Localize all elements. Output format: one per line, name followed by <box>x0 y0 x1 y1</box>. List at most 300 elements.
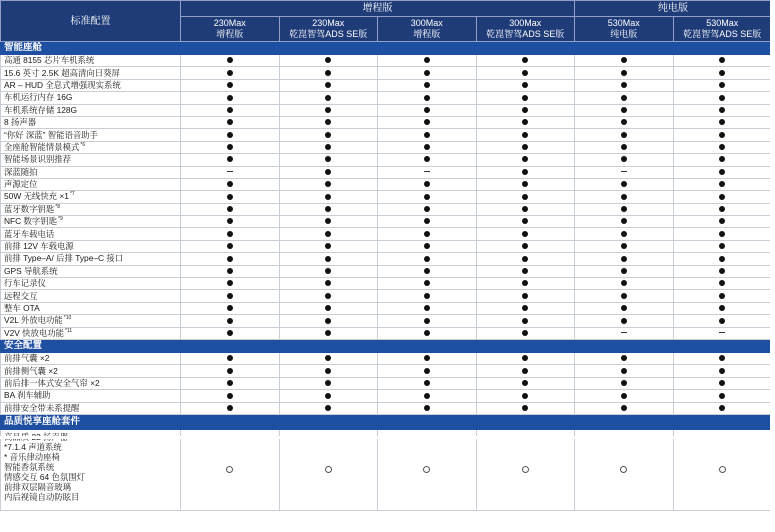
availability-cell <box>575 191 674 203</box>
availability-cell <box>181 129 280 141</box>
section-title: 智能座舱 <box>1 42 772 55</box>
standard-dot-icon <box>522 318 528 324</box>
availability-cell <box>673 290 772 302</box>
availability-cell <box>575 67 674 79</box>
package-title: 品质悦享座舱套件 <box>1 414 772 429</box>
model-name: 300Max <box>410 18 443 28</box>
availability-cell <box>476 216 575 228</box>
availability-cell <box>181 278 280 290</box>
standard-dot-icon <box>522 280 528 286</box>
standard-dot-icon <box>424 318 430 324</box>
standard-dot-icon <box>325 70 331 76</box>
standard-dot-icon <box>719 218 725 224</box>
availability-cell <box>378 178 477 190</box>
standard-dot-icon <box>522 156 528 162</box>
not-available-dash-icon <box>621 171 627 172</box>
standard-dot-icon <box>227 393 233 399</box>
table-row <box>1 154 772 166</box>
availability-cell <box>181 365 280 377</box>
standard-dot-icon <box>522 256 528 262</box>
standard-dot-icon <box>719 95 725 101</box>
feature-label: 前后排一体式安全气帘 ×2 <box>4 377 100 388</box>
availability-cell <box>378 166 477 178</box>
availability-cell <box>279 352 378 364</box>
standard-dot-icon <box>227 119 233 125</box>
availability-cell <box>476 191 575 203</box>
feature-label: 全座舱智能情景模式 <box>4 141 80 152</box>
feature-label: 车机运行内存 16G <box>4 92 73 103</box>
standard-dot-icon <box>621 243 627 249</box>
availability-cell <box>279 55 378 67</box>
standard-dot-icon <box>621 70 627 76</box>
group-header-erev: 增程版 <box>181 1 575 17</box>
standard-dot-icon <box>424 293 430 299</box>
standard-dot-icon <box>621 156 627 162</box>
availability-cell <box>673 203 772 215</box>
availability-cell <box>673 67 772 79</box>
availability-cell <box>476 302 575 314</box>
standard-dot-icon <box>719 405 725 411</box>
availability-cell <box>378 141 477 153</box>
availability-cell <box>673 253 772 265</box>
table-row <box>1 141 772 153</box>
availability-cell <box>575 154 674 166</box>
availability-cell <box>673 116 772 128</box>
standard-dot-icon <box>227 132 233 138</box>
feature-label-cell <box>1 327 181 339</box>
standard-dot-icon <box>522 231 528 237</box>
feature-label: 智能场景识别推荐 <box>4 154 71 165</box>
optional-circle-icon <box>522 466 529 473</box>
model-variant: 乾崑智驾ADS SE版 <box>486 29 565 39</box>
availability-cell <box>476 116 575 128</box>
availability-cell <box>575 278 674 290</box>
standard-dot-icon <box>424 156 430 162</box>
standard-dot-icon <box>227 144 233 150</box>
not-available-dash-icon <box>424 171 430 172</box>
standard-dot-icon <box>719 280 725 286</box>
availability-cell <box>279 377 378 389</box>
availability-cell <box>279 240 378 252</box>
standard-dot-icon <box>522 107 528 113</box>
availability-cell <box>673 390 772 402</box>
availability-cell <box>575 265 674 277</box>
availability-cell <box>673 315 772 327</box>
feature-label: 前排气囊 ×2 <box>4 353 50 364</box>
standard-dot-icon <box>227 95 233 101</box>
availability-cell <box>378 402 477 414</box>
table-row <box>1 104 772 116</box>
feature-label-cell <box>1 228 181 240</box>
availability-cell <box>476 365 575 377</box>
feature-label: 高通 8155 芯片车机系统 <box>4 55 95 66</box>
standard-dot-icon <box>719 256 725 262</box>
model-header <box>378 17 477 42</box>
feature-label: GPS 导航系统 <box>4 265 58 276</box>
standard-dot-icon <box>325 194 331 200</box>
table-row <box>1 240 772 252</box>
standard-dot-icon <box>621 218 627 224</box>
optional-circle-icon <box>226 466 233 473</box>
standard-dot-icon <box>719 181 725 187</box>
availability-cell <box>378 104 477 116</box>
standard-dot-icon <box>719 393 725 399</box>
availability-cell <box>378 191 477 203</box>
availability-cell <box>476 79 575 91</box>
availability-cell <box>378 315 477 327</box>
availability-cell <box>575 429 674 510</box>
availability-cell <box>378 365 477 377</box>
availability-cell <box>476 166 575 178</box>
feature-label-cell <box>1 290 181 302</box>
footnote-ref: *6 <box>80 141 86 148</box>
standard-dot-icon <box>227 305 233 311</box>
feature-label-cell <box>1 352 181 364</box>
table-row <box>1 402 772 414</box>
availability-cell <box>476 429 575 510</box>
availability-cell <box>575 55 674 67</box>
availability-cell <box>476 178 575 190</box>
package-item: 内后视镜自动防眩目 <box>4 491 80 502</box>
feature-label-cell <box>1 265 181 277</box>
standard-dot-icon <box>719 119 725 125</box>
feature-label-cell <box>1 203 181 215</box>
standard-dot-icon <box>227 380 233 386</box>
availability-cell <box>279 327 378 339</box>
standard-dot-icon <box>621 206 627 212</box>
availability-cell <box>378 216 477 228</box>
availability-cell <box>279 141 378 153</box>
availability-cell <box>575 352 674 364</box>
availability-cell <box>279 104 378 116</box>
table-row <box>1 302 772 314</box>
table-row <box>1 290 772 302</box>
availability-cell <box>181 203 280 215</box>
standard-dot-icon <box>522 218 528 224</box>
standard-dot-icon <box>424 70 430 76</box>
availability-cell <box>476 278 575 290</box>
standard-dot-icon <box>719 243 725 249</box>
table-row <box>1 191 772 203</box>
availability-cell <box>575 240 674 252</box>
model-header <box>476 17 575 42</box>
feature-label: 行车记录仪 <box>4 278 46 289</box>
availability-cell <box>378 240 477 252</box>
section-title: 安全配置 <box>1 339 772 352</box>
availability-cell <box>181 429 280 510</box>
standard-dot-icon <box>522 206 528 212</box>
standard-dot-icon <box>227 70 233 76</box>
model-name: 230Max <box>213 18 246 28</box>
feature-label-cell <box>1 253 181 265</box>
standard-dot-icon <box>325 82 331 88</box>
availability-cell <box>181 253 280 265</box>
standard-dot-icon <box>325 243 331 249</box>
availability-cell <box>476 377 575 389</box>
standard-dot-icon <box>621 119 627 125</box>
standard-dot-icon <box>719 169 725 175</box>
model-name: 300Max <box>509 18 542 28</box>
standard-dot-icon <box>719 82 725 88</box>
standard-dot-icon <box>424 218 430 224</box>
feature-label: NFC 数字钥匙 <box>4 216 58 227</box>
standard-dot-icon <box>522 330 528 336</box>
standard-dot-icon <box>522 355 528 361</box>
standard-dot-icon <box>227 268 233 274</box>
standard-dot-icon <box>227 107 233 113</box>
feature-label-cell <box>1 129 181 141</box>
availability-cell <box>378 154 477 166</box>
model-variant: 增程版 <box>413 29 441 39</box>
feature-label: “你好 深蓝” 智能语音助手 <box>4 129 98 140</box>
page-edge <box>770 0 775 532</box>
feature-label: 蓝牙车载电话 <box>4 228 55 239</box>
availability-cell <box>575 253 674 265</box>
standard-dot-icon <box>719 194 725 200</box>
standard-dot-icon <box>719 107 725 113</box>
availability-cell <box>575 104 674 116</box>
feature-label: 15.6 英寸 2.5K 超高清向日葵屏 <box>4 67 120 78</box>
availability-cell <box>279 278 378 290</box>
availability-cell <box>378 203 477 215</box>
availability-cell <box>476 228 575 240</box>
availability-cell <box>181 265 280 277</box>
standard-dot-icon <box>325 144 331 150</box>
standard-config-header: 标准配置 <box>1 1 181 42</box>
availability-cell <box>673 228 772 240</box>
standard-dot-icon <box>325 107 331 113</box>
standard-dot-icon <box>719 293 725 299</box>
feature-label: 8 扬声器 <box>4 117 37 128</box>
availability-cell <box>181 92 280 104</box>
availability-cell <box>476 55 575 67</box>
standard-dot-icon <box>227 206 233 212</box>
standard-dot-icon <box>424 231 430 237</box>
availability-cell <box>575 390 674 402</box>
availability-cell <box>575 228 674 240</box>
standard-dot-icon <box>424 305 430 311</box>
feature-label-cell <box>1 79 181 91</box>
feature-label-cell <box>1 377 181 389</box>
feature-label-cell <box>1 104 181 116</box>
feature-label-cell <box>1 390 181 402</box>
availability-cell <box>181 178 280 190</box>
standard-dot-icon <box>621 305 627 311</box>
standard-dot-icon <box>325 368 331 374</box>
table-row <box>1 228 772 240</box>
availability-cell <box>575 216 674 228</box>
table-row <box>1 278 772 290</box>
availability-cell <box>181 377 280 389</box>
standard-dot-icon <box>522 132 528 138</box>
availability-cell <box>279 116 378 128</box>
standard-dot-icon <box>522 70 528 76</box>
model-name: 530Max <box>706 18 739 28</box>
table-row <box>1 365 772 377</box>
availability-cell <box>378 429 477 510</box>
standard-dot-icon <box>325 330 331 336</box>
availability-cell <box>181 104 280 116</box>
availability-cell <box>279 290 378 302</box>
model-variant: 乾崑智驾ADS SE版 <box>683 29 762 39</box>
standard-dot-icon <box>325 293 331 299</box>
feature-label: 整车 OTA <box>4 303 40 313</box>
availability-cell <box>279 228 378 240</box>
feature-label: 车机系统存储 128G <box>4 104 78 115</box>
standard-dot-icon <box>621 368 627 374</box>
availability-cell <box>673 240 772 252</box>
feature-label-cell <box>1 55 181 67</box>
availability-cell <box>378 278 477 290</box>
not-available-dash-icon <box>227 171 233 172</box>
availability-cell <box>279 178 378 190</box>
table-row <box>1 166 772 178</box>
standard-dot-icon <box>424 95 430 101</box>
feature-label: AR – HUD 全息式增强现实系统 <box>4 79 121 90</box>
availability-cell <box>476 203 575 215</box>
availability-cell <box>279 365 378 377</box>
standard-dot-icon <box>621 132 627 138</box>
standard-dot-icon <box>325 218 331 224</box>
feature-label: 50W 无线快充 ×1 <box>4 191 69 202</box>
feature-label: 远程交互 <box>4 290 38 301</box>
availability-cell <box>673 141 772 153</box>
footnote-ref: *10 <box>63 315 72 322</box>
availability-cell <box>181 228 280 240</box>
standard-dot-icon <box>522 368 528 374</box>
standard-dot-icon <box>621 293 627 299</box>
standard-dot-icon <box>424 107 430 113</box>
footnote-ref: *7 <box>69 191 75 198</box>
standard-dot-icon <box>424 368 430 374</box>
availability-cell <box>673 154 772 166</box>
availability-cell <box>673 216 772 228</box>
standard-dot-icon <box>424 144 430 150</box>
model-name: 530Max <box>607 18 640 28</box>
availability-cell <box>378 352 477 364</box>
availability-cell <box>575 365 674 377</box>
availability-cell <box>476 141 575 153</box>
standard-dot-icon <box>227 368 233 374</box>
standard-dot-icon <box>424 119 430 125</box>
availability-cell <box>378 55 477 67</box>
feature-label: 前排 12V 车载电源 <box>4 241 74 252</box>
model-variant: 乾崑智驾ADS SE版 <box>289 29 368 39</box>
availability-cell <box>378 327 477 339</box>
standard-dot-icon <box>522 144 528 150</box>
standard-dot-icon <box>227 57 233 63</box>
standard-dot-icon <box>227 330 233 336</box>
availability-cell <box>181 402 280 414</box>
availability-cell <box>181 154 280 166</box>
availability-cell <box>673 365 772 377</box>
standard-dot-icon <box>325 380 331 386</box>
feature-label-cell <box>1 302 181 314</box>
section-gap <box>0 436 775 439</box>
standard-dot-icon <box>227 194 233 200</box>
standard-dot-icon <box>325 355 331 361</box>
availability-cell <box>673 278 772 290</box>
standard-dot-icon <box>325 405 331 411</box>
feature-label: 前排 Type–A/ 后排 Type–C 接口 <box>4 253 124 264</box>
model-header <box>575 17 674 42</box>
standard-dot-icon <box>325 95 331 101</box>
standard-dot-icon <box>325 231 331 237</box>
availability-cell <box>673 92 772 104</box>
standard-dot-icon <box>621 318 627 324</box>
availability-cell <box>476 67 575 79</box>
standard-dot-icon <box>621 144 627 150</box>
table-row <box>1 67 772 79</box>
availability-cell <box>378 129 477 141</box>
availability-cell <box>575 290 674 302</box>
feature-label-cell <box>1 216 181 228</box>
availability-cell <box>378 79 477 91</box>
section-header <box>1 339 772 352</box>
footnote-ref: *8 <box>55 203 60 210</box>
feature-label: 前排侧气囊 ×2 <box>4 365 58 376</box>
standard-dot-icon <box>522 268 528 274</box>
availability-cell <box>673 178 772 190</box>
standard-dot-icon <box>325 169 331 175</box>
feature-label-cell <box>1 154 181 166</box>
standard-dot-icon <box>424 132 430 138</box>
not-available-dash-icon <box>621 332 627 333</box>
section-header <box>1 414 772 429</box>
table-row <box>1 129 772 141</box>
standard-dot-icon <box>227 156 233 162</box>
standard-dot-icon <box>621 181 627 187</box>
availability-cell <box>279 191 378 203</box>
availability-cell <box>279 302 378 314</box>
feature-label: BA 刹车辅助 <box>4 390 51 401</box>
standard-dot-icon <box>719 144 725 150</box>
standard-dot-icon <box>621 393 627 399</box>
availability-cell <box>575 178 674 190</box>
optional-circle-icon <box>423 466 430 473</box>
feature-label: 蓝牙数字钥匙 <box>4 203 55 214</box>
availability-cell <box>279 166 378 178</box>
availability-cell <box>279 79 378 91</box>
availability-cell <box>181 302 280 314</box>
availability-cell <box>673 104 772 116</box>
standard-dot-icon <box>227 318 233 324</box>
availability-cell <box>673 302 772 314</box>
standard-dot-icon <box>424 57 430 63</box>
availability-cell <box>181 327 280 339</box>
standard-dot-icon <box>227 243 233 249</box>
availability-cell <box>673 191 772 203</box>
package-items-cell <box>1 429 181 510</box>
availability-cell <box>181 67 280 79</box>
availability-cell <box>181 55 280 67</box>
availability-cell <box>181 390 280 402</box>
standard-dot-icon <box>522 82 528 88</box>
availability-cell <box>181 141 280 153</box>
standard-dot-icon <box>522 95 528 101</box>
availability-cell <box>673 377 772 389</box>
standard-dot-icon <box>424 243 430 249</box>
availability-cell <box>673 352 772 364</box>
footnote-ref: *11 <box>65 327 73 334</box>
feature-label-cell <box>1 278 181 290</box>
availability-cell <box>575 203 674 215</box>
standard-dot-icon <box>522 305 528 311</box>
availability-cell <box>673 265 772 277</box>
table-row <box>1 55 772 67</box>
standard-dot-icon <box>522 380 528 386</box>
standard-dot-icon <box>621 231 627 237</box>
